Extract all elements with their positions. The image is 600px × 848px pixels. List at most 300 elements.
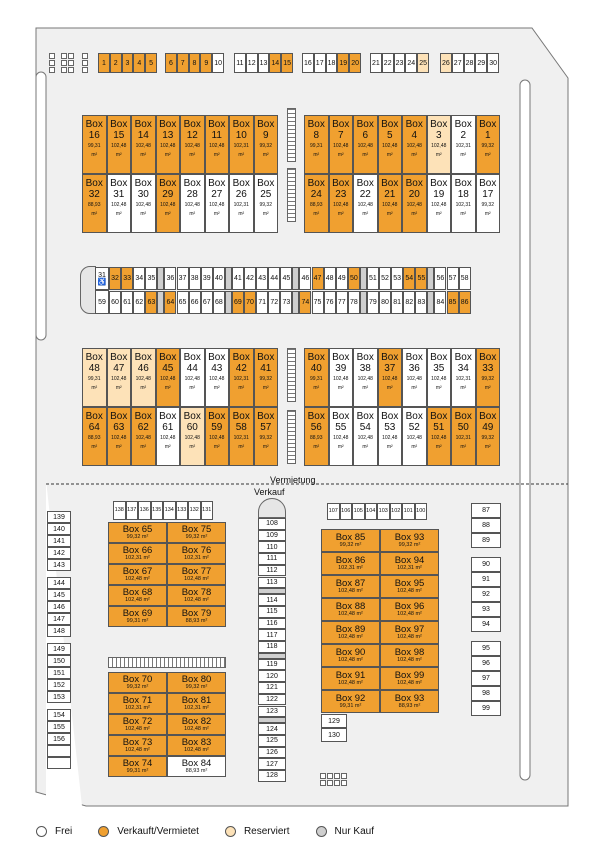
- garage-20[interactable]: [349, 53, 361, 73]
- storage-146[interactable]: [47, 601, 71, 613]
- storage-148[interactable]: [47, 625, 71, 637]
- wing-box-96-3[interactable]: [380, 598, 439, 621]
- storage-116[interactable]: [258, 618, 286, 630]
- blocka-box-30[interactable]: [131, 174, 156, 233]
- garage-25[interactable]: [417, 53, 429, 73]
- wing-box-65[interactable]: [108, 522, 167, 543]
- wing-box-71[interactable]: [108, 693, 167, 714]
- wing-box-97-4[interactable]: [380, 621, 439, 644]
- storage-129[interactable]: [321, 714, 347, 728]
- blockb-box-4[interactable]: [402, 115, 427, 174]
- storage-134[interactable]: [163, 501, 176, 520]
- storage-101[interactable]: [402, 503, 415, 520]
- blocka-box-12[interactable]: [180, 115, 205, 174]
- blockc-box-43[interactable]: [205, 348, 230, 407]
- storage-126[interactable]: [258, 747, 286, 759]
- blocka-box-29[interactable]: [156, 174, 181, 233]
- box-title: Box 93: [394, 692, 425, 704]
- blockc-box-62[interactable]: [131, 407, 156, 466]
- blockb-box-17[interactable]: [476, 174, 501, 233]
- garage-11[interactable]: [234, 53, 246, 73]
- box-unit: m²: [484, 384, 491, 391]
- storage-142[interactable]: [47, 547, 71, 559]
- garage-23[interactable]: [394, 53, 406, 73]
- storage-137[interactable]: [126, 501, 139, 520]
- blockb-box-7[interactable]: [329, 115, 354, 174]
- box-number: 42: [235, 363, 247, 374]
- garage-number: 18: [327, 59, 336, 67]
- garage-77[interactable]: [336, 291, 348, 314]
- storage-106[interactable]: [340, 503, 353, 520]
- garage-31[interactable]: [95, 267, 109, 290]
- blockd-box-38[interactable]: [353, 348, 378, 407]
- garage-35[interactable]: [145, 267, 157, 290]
- garage-46[interactable]: [299, 267, 311, 290]
- wing-box-89-4[interactable]: [321, 621, 380, 644]
- storage-123[interactable]: [258, 706, 286, 718]
- blockc-box-42[interactable]: [229, 348, 254, 407]
- storage-152[interactable]: [47, 679, 71, 691]
- wing-box-80[interactable]: [167, 672, 226, 693]
- garage-63[interactable]: [145, 291, 157, 314]
- garage-6[interactable]: [165, 53, 177, 73]
- storage-blank[interactable]: [47, 757, 71, 769]
- storage-136[interactable]: [138, 501, 151, 520]
- storage-blank[interactable]: [47, 745, 71, 757]
- wing-box-78[interactable]: [167, 585, 226, 606]
- garage-number: 66: [190, 299, 199, 306]
- garage-30[interactable]: [487, 53, 499, 73]
- garage-number: 75: [313, 299, 322, 306]
- blockd-box-54[interactable]: [353, 407, 378, 466]
- blockd-box-39[interactable]: [329, 348, 354, 407]
- garage-54[interactable]: [403, 267, 415, 290]
- box-label: Box: [430, 178, 448, 189]
- storage-104[interactable]: [365, 503, 378, 520]
- divider: [427, 267, 434, 290]
- storage-139[interactable]: [47, 511, 71, 523]
- blockb-box-6[interactable]: [353, 115, 378, 174]
- blocka-box-11[interactable]: [205, 115, 230, 174]
- storage-89[interactable]: [471, 533, 501, 548]
- garage-15[interactable]: [281, 53, 293, 73]
- storage-114[interactable]: [258, 594, 286, 606]
- storage-94[interactable]: [471, 617, 501, 632]
- wing-box-68[interactable]: [108, 585, 167, 606]
- blockd-box-52[interactable]: [402, 407, 427, 466]
- wing-box-75[interactable]: [167, 522, 226, 543]
- garage-84[interactable]: [434, 291, 446, 314]
- garage-50[interactable]: [348, 267, 360, 290]
- garage-27[interactable]: [452, 53, 464, 73]
- garage-58[interactable]: [459, 267, 471, 290]
- storage-number: 121: [266, 684, 278, 692]
- blockc-box-44[interactable]: [180, 348, 205, 407]
- storage-98[interactable]: [471, 686, 501, 701]
- storage-119[interactable]: [258, 659, 286, 671]
- garage-40[interactable]: [213, 267, 225, 290]
- storage-92[interactable]: [471, 587, 501, 602]
- blockb-box-19[interactable]: [427, 174, 452, 233]
- blockd-box-56[interactable]: [304, 407, 329, 466]
- storage-97[interactable]: [471, 671, 501, 686]
- blockc-box-41[interactable]: [254, 348, 279, 407]
- garage-1[interactable]: [98, 53, 110, 73]
- blockb-box-5[interactable]: [378, 115, 403, 174]
- storage-91[interactable]: [471, 572, 501, 587]
- garage-53[interactable]: [391, 267, 403, 290]
- storage-151[interactable]: [47, 667, 71, 679]
- wing-box-86-1[interactable]: [321, 552, 380, 575]
- garage-70[interactable]: [244, 291, 256, 314]
- garage-49[interactable]: [336, 267, 348, 290]
- garage-9[interactable]: [200, 53, 212, 73]
- storage-132[interactable]: [188, 501, 201, 520]
- garage-44[interactable]: [268, 267, 280, 290]
- garage-4[interactable]: [133, 53, 145, 73]
- box-area: 102,48: [431, 435, 447, 441]
- wing-box-73[interactable]: [108, 735, 167, 756]
- blocka-box-9[interactable]: [254, 115, 279, 174]
- garage-80[interactable]: [379, 291, 391, 314]
- blockd-box-33[interactable]: [476, 348, 501, 407]
- storage-number: 154: [53, 711, 65, 719]
- garage-65[interactable]: [177, 291, 189, 314]
- box-number: 59: [211, 422, 223, 433]
- wing-box-99-6[interactable]: [380, 667, 439, 690]
- garage-34[interactable]: [133, 267, 145, 290]
- storage-120[interactable]: [258, 670, 286, 682]
- garage-number: 15: [283, 59, 291, 67]
- blocka-box-26[interactable]: [229, 174, 254, 233]
- garage-8[interactable]: [189, 53, 201, 73]
- blockc-box-46[interactable]: [131, 348, 156, 407]
- wing-box-77[interactable]: [167, 564, 226, 585]
- storage-144[interactable]: [47, 577, 71, 589]
- storage-141[interactable]: [47, 535, 71, 547]
- storage-number: 127: [266, 760, 278, 768]
- storage-88[interactable]: [471, 518, 501, 533]
- blockd-box-36[interactable]: [402, 348, 427, 407]
- wing-box-95-2[interactable]: [380, 575, 439, 598]
- storage-130[interactable]: [321, 728, 347, 742]
- garage-48[interactable]: [324, 267, 336, 290]
- garage-42[interactable]: [244, 267, 256, 290]
- blockd-box-40[interactable]: [304, 348, 329, 407]
- wing-box-67[interactable]: [108, 564, 167, 585]
- storage-110[interactable]: [258, 541, 286, 553]
- garage-3[interactable]: [122, 53, 134, 73]
- wing-box-94-1[interactable]: [380, 552, 439, 575]
- storage-121[interactable]: [258, 682, 286, 694]
- storage-138[interactable]: [113, 501, 126, 520]
- garage-69[interactable]: [232, 291, 244, 314]
- blockc-box-57[interactable]: [254, 407, 279, 466]
- storage-156[interactable]: [47, 733, 71, 745]
- garage-41[interactable]: [232, 267, 244, 290]
- garage-62[interactable]: [133, 291, 145, 314]
- legend-swatch-frei: [36, 826, 47, 837]
- wing-box-91-6[interactable]: [321, 667, 380, 690]
- garage-61[interactable]: [121, 291, 133, 314]
- blockb-box-24[interactable]: [304, 174, 329, 233]
- blocka-box-32[interactable]: [82, 174, 107, 233]
- wing-box-87-2[interactable]: [321, 575, 380, 598]
- garage-32[interactable]: [109, 267, 121, 290]
- blockb-box-20[interactable]: [402, 174, 427, 233]
- parking-mark: [82, 60, 88, 66]
- storage-95[interactable]: [471, 641, 501, 656]
- blocka-box-27[interactable]: [205, 174, 230, 233]
- storage-108[interactable]: [258, 518, 286, 530]
- garage-66[interactable]: [189, 291, 201, 314]
- blockc-box-48[interactable]: [82, 348, 107, 407]
- storage-153[interactable]: [47, 691, 71, 703]
- garage-13[interactable]: [258, 53, 270, 73]
- garage-55[interactable]: [415, 267, 427, 290]
- box-area: 99,32 m²: [126, 534, 149, 540]
- blockb-box-1[interactable]: [476, 115, 501, 174]
- blockb-box-8[interactable]: [304, 115, 329, 174]
- blockd-box-34[interactable]: [451, 348, 476, 407]
- garage-47[interactable]: [312, 267, 324, 290]
- blockc-box-61[interactable]: [156, 407, 181, 466]
- blockb-box-22[interactable]: [353, 174, 378, 233]
- garage-76[interactable]: [324, 291, 336, 314]
- box-area: 102,31: [455, 435, 471, 441]
- garage-86[interactable]: [459, 291, 471, 314]
- blockd-box-53[interactable]: [378, 407, 403, 466]
- parking-mark: [68, 60, 74, 66]
- garage-12[interactable]: [246, 53, 258, 73]
- blocka-box-14[interactable]: [131, 115, 156, 174]
- garage-number: 55: [417, 275, 426, 282]
- wing-box-82[interactable]: [167, 714, 226, 735]
- blockb-box-3[interactable]: [427, 115, 452, 174]
- garage-52[interactable]: [379, 267, 391, 290]
- garage-36[interactable]: [164, 267, 176, 290]
- garage-26[interactable]: [440, 53, 452, 73]
- box-number: 48: [88, 363, 100, 374]
- blockd-box-49[interactable]: [476, 407, 501, 466]
- box-title: Box 97: [394, 623, 425, 635]
- blocka-box-31[interactable]: [107, 174, 132, 233]
- wing-box-81[interactable]: [167, 693, 226, 714]
- blockd-box-37[interactable]: [378, 348, 403, 407]
- box-title: Box 80: [181, 673, 212, 685]
- garage-37[interactable]: [177, 267, 189, 290]
- garage-38[interactable]: [189, 267, 201, 290]
- blockc-box-45[interactable]: [156, 348, 181, 407]
- box-title: Box 89: [335, 623, 366, 635]
- garage-56[interactable]: [434, 267, 446, 290]
- garage-28[interactable]: [464, 53, 476, 73]
- blockb-box-18[interactable]: [451, 174, 476, 233]
- wing-box-88-3[interactable]: [321, 598, 380, 621]
- box-label: Box: [110, 352, 128, 363]
- wing-box-93-0[interactable]: [380, 529, 439, 552]
- garage-75[interactable]: [312, 291, 324, 314]
- blocka-box-16[interactable]: [82, 115, 107, 174]
- storage-96[interactable]: [471, 656, 501, 671]
- storage-109[interactable]: [258, 530, 286, 542]
- garage-5[interactable]: [145, 53, 157, 73]
- storage-155[interactable]: [47, 721, 71, 733]
- garage-29[interactable]: [475, 53, 487, 73]
- garage-2[interactable]: [110, 53, 122, 73]
- blockc-box-60[interactable]: [180, 407, 205, 466]
- blockc-box-59[interactable]: [205, 407, 230, 466]
- blocka-box-25[interactable]: [254, 174, 279, 233]
- storage-number: 133: [177, 506, 187, 513]
- storage-133[interactable]: [176, 501, 189, 520]
- garage-45[interactable]: [280, 267, 292, 290]
- storage-127[interactable]: [258, 758, 286, 770]
- storage-147[interactable]: [47, 613, 71, 625]
- blockc-box-58[interactable]: [229, 407, 254, 466]
- storage-140[interactable]: [47, 523, 71, 535]
- parking-mark: [334, 773, 340, 779]
- box-title: Box 91: [335, 669, 366, 681]
- garage-64[interactable]: [164, 291, 176, 314]
- blockc-box-64[interactable]: [82, 407, 107, 466]
- storage-90[interactable]: [471, 557, 501, 572]
- storage-number: 129: [328, 717, 340, 725]
- storage-103[interactable]: [377, 503, 390, 520]
- storage-number: 137: [127, 506, 137, 513]
- wing-box-84[interactable]: [167, 756, 226, 777]
- storage-111[interactable]: [258, 553, 286, 565]
- storage-number: 156: [53, 735, 65, 743]
- garage-81[interactable]: [391, 291, 403, 314]
- blocka-box-10[interactable]: [229, 115, 254, 174]
- garage-59[interactable]: [95, 290, 109, 314]
- garage-67[interactable]: [201, 291, 213, 314]
- wing-box-93-7[interactable]: [380, 690, 439, 713]
- wing-box-92-7[interactable]: [321, 690, 380, 713]
- garage-33[interactable]: [121, 267, 133, 290]
- storage-107[interactable]: [327, 503, 340, 520]
- garage-71[interactable]: [256, 291, 268, 314]
- blocka-box-13[interactable]: [156, 115, 181, 174]
- garage-51[interactable]: [367, 267, 379, 290]
- wing-box-85-0[interactable]: [321, 529, 380, 552]
- box-unit: m²: [411, 210, 418, 217]
- wing-box-98-5[interactable]: [380, 644, 439, 667]
- garage-16[interactable]: [302, 53, 314, 73]
- garage-68[interactable]: [213, 291, 225, 314]
- storage-143[interactable]: [47, 559, 71, 571]
- blockb-box-21[interactable]: [378, 174, 403, 233]
- storage-115[interactable]: [258, 606, 286, 618]
- storage-118[interactable]: [258, 641, 286, 653]
- box-area: 99,32: [481, 376, 494, 382]
- garage-24[interactable]: [405, 53, 417, 73]
- storage-93[interactable]: [471, 602, 501, 617]
- storage-number: 97: [482, 675, 490, 682]
- storage-117[interactable]: [258, 629, 286, 641]
- garage-73[interactable]: [280, 291, 292, 314]
- garage-82[interactable]: [403, 291, 415, 314]
- wing-box-79[interactable]: [167, 606, 226, 627]
- blockb-box-2[interactable]: [451, 115, 476, 174]
- blockc-box-63[interactable]: [107, 407, 132, 466]
- garage-72[interactable]: [268, 291, 280, 314]
- storage-105[interactable]: [352, 503, 365, 520]
- garage-7[interactable]: [177, 53, 189, 73]
- garage-60[interactable]: [109, 291, 121, 314]
- garage-39[interactable]: [201, 267, 213, 290]
- garage-79[interactable]: [367, 291, 379, 314]
- storage-124[interactable]: [258, 723, 286, 735]
- wing-box-76[interactable]: [167, 543, 226, 564]
- wing-box-74[interactable]: [108, 756, 167, 777]
- storage-150[interactable]: [47, 655, 71, 667]
- storage-125[interactable]: [258, 735, 286, 747]
- garage-85[interactable]: [447, 291, 459, 314]
- garage-number: 40: [214, 275, 223, 282]
- blockc-box-47[interactable]: [107, 348, 132, 407]
- storage-154[interactable]: [47, 709, 71, 721]
- box-unit: m²: [362, 210, 369, 217]
- storage-number: 149: [53, 645, 65, 653]
- wing-box-70[interactable]: [108, 672, 167, 693]
- blocka-box-28[interactable]: [180, 174, 205, 233]
- blockd-box-51[interactable]: [427, 407, 452, 466]
- wing-box-66[interactable]: [108, 543, 167, 564]
- blocka-box-15[interactable]: [107, 115, 132, 174]
- garage-22[interactable]: [382, 53, 394, 73]
- storage-99[interactable]: [471, 701, 501, 716]
- garage-21[interactable]: [370, 53, 382, 73]
- storage-113[interactable]: [258, 577, 286, 589]
- blockb-box-23[interactable]: [329, 174, 354, 233]
- wing-box-69[interactable]: [108, 606, 167, 627]
- storage-135[interactable]: [151, 501, 164, 520]
- garage-19[interactable]: [337, 53, 349, 73]
- storage-112[interactable]: [258, 565, 286, 577]
- garage-83[interactable]: [415, 291, 427, 314]
- box-area: 102,31 m²: [397, 565, 422, 571]
- garage-number: 69: [234, 299, 242, 306]
- wing-box-90-5[interactable]: [321, 644, 380, 667]
- storage-131[interactable]: [201, 501, 214, 520]
- garage-78[interactable]: [348, 291, 360, 314]
- storage-149[interactable]: [47, 643, 71, 655]
- garage-10[interactable]: [212, 53, 224, 73]
- box-area: 102,48: [406, 435, 422, 441]
- storage-number: 138: [114, 506, 124, 513]
- storage-102[interactable]: [390, 503, 403, 520]
- garage-57[interactable]: [447, 267, 459, 290]
- garage-18[interactable]: [326, 53, 338, 73]
- storage-100[interactable]: [415, 503, 428, 520]
- garage-74[interactable]: [299, 291, 311, 314]
- wing-box-83[interactable]: [167, 735, 226, 756]
- box-label: Box: [356, 352, 374, 363]
- wing-box-72[interactable]: [108, 714, 167, 735]
- storage-122[interactable]: [258, 694, 286, 706]
- garage-43[interactable]: [256, 267, 268, 290]
- storage-87[interactable]: [471, 503, 501, 518]
- storage-145[interactable]: [47, 589, 71, 601]
- blockd-box-55[interactable]: [329, 407, 354, 466]
- storage-128[interactable]: [258, 770, 286, 782]
- blockd-box-50[interactable]: [451, 407, 476, 466]
- garage-17[interactable]: [314, 53, 326, 73]
- garage-14[interactable]: [269, 53, 281, 73]
- blockd-box-35[interactable]: [427, 348, 452, 407]
